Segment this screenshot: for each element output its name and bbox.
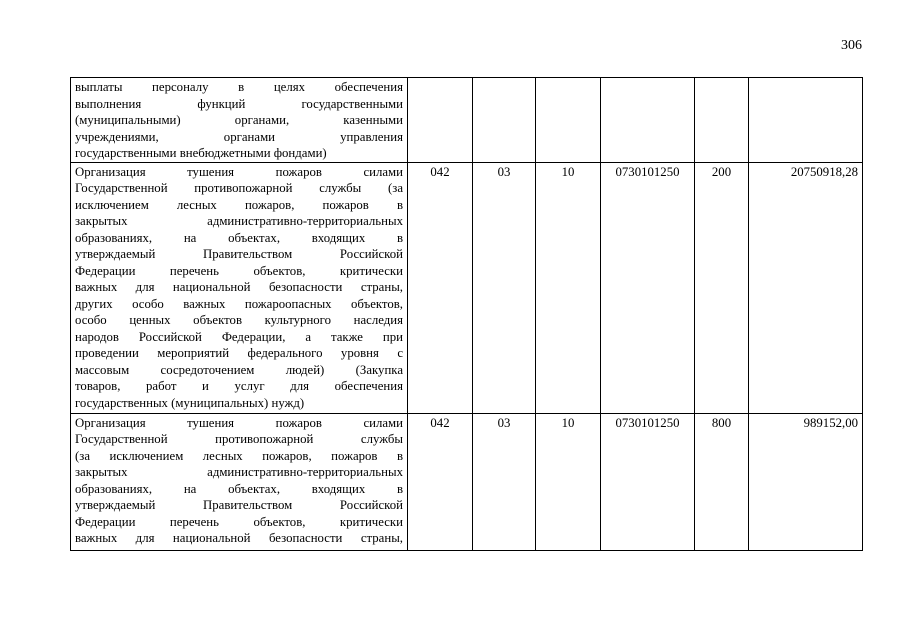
description-line: важных для национальной безопасности страны,	[75, 531, 403, 545]
description-text	[75, 164, 403, 412]
description-line: образованиях, на объектах, входящих в	[75, 481, 403, 496]
description-line: образованиях, на объектах, входящих в	[75, 230, 403, 245]
description-line: государственных (муниципальных) нужд)	[75, 395, 305, 410]
description-line: закрытых административно-территориальных	[75, 214, 403, 228]
description-cell	[71, 78, 408, 163]
table-row	[71, 413, 863, 550]
target-article-cell	[601, 78, 695, 163]
description-line: выполнения функций государственными	[75, 96, 403, 111]
budget-table	[70, 77, 863, 551]
description-line: Организация тушения пожаров силами	[75, 415, 403, 430]
ministry-code-cell: 042	[408, 413, 473, 550]
target-article-cell: 0730101250	[601, 413, 695, 550]
section-code-cell: 03	[473, 413, 536, 550]
amount-cell	[749, 78, 863, 163]
description-line: государственными внебюджетными фондами)	[75, 146, 327, 160]
description-line: (за исключением лесных пожаров, пожаров в	[75, 448, 403, 463]
section-code-cell: 03	[473, 162, 536, 413]
subsection-code-cell: 10	[536, 162, 601, 413]
description-line: товаров, работ и услуг для обеспечения	[75, 379, 403, 393]
ministry-code-cell	[408, 78, 473, 163]
description-line: закрытых административно-территориальных	[75, 465, 403, 479]
section-code-cell	[473, 78, 536, 163]
description-text	[75, 79, 403, 162]
description-line: массовым сосредоточением людей) (Закупка	[75, 362, 403, 377]
amount-cell: 989152,00	[749, 413, 863, 550]
subsection-code-cell: 10	[536, 413, 601, 550]
page-number: 306	[841, 38, 862, 53]
description-cell	[71, 413, 408, 550]
description-line: народов Российской Федерации, а также при	[75, 329, 403, 344]
description-line: проведении мероприятий федерального уровня с	[75, 346, 403, 360]
description-line: Государственной противопожарной службы	[75, 432, 403, 446]
table-row	[71, 78, 863, 163]
description-line: исключением лесных пожаров, пожаров в	[75, 197, 403, 212]
description-cell	[71, 162, 408, 413]
expense-type-cell: 200	[695, 162, 749, 413]
description-line: Федерации перечень объектов, критически	[75, 263, 403, 278]
description-line: особо ценных объектов культурного наследия	[75, 313, 403, 327]
subsection-code-cell	[536, 78, 601, 163]
table-row	[71, 162, 863, 413]
description-text	[75, 415, 403, 547]
description-line: учреждениями, органами управления	[75, 129, 403, 144]
description-line: важных для национальной безопасности страны,	[75, 280, 403, 294]
description-line: Федерации перечень объектов, критически	[75, 514, 403, 529]
description-line: Государственной противопожарной службы (за	[75, 181, 403, 195]
description-line: Организация тушения пожаров силами	[75, 164, 403, 179]
expense-type-cell	[695, 78, 749, 163]
description-line: (муниципальными) органами, казенными	[75, 113, 403, 127]
expense-type-cell: 800	[695, 413, 749, 550]
description-line: утверждаемый Правительством Российской	[75, 498, 403, 512]
description-line: утверждаемый Правительством Российской	[75, 247, 403, 261]
target-article-cell: 0730101250	[601, 162, 695, 413]
ministry-code-cell: 042	[408, 162, 473, 413]
description-line: выплаты персоналу в целях обеспечения	[75, 80, 403, 94]
description-line: других особо важных пожароопасных объектов,	[75, 296, 403, 311]
amount-cell: 20750918,28	[749, 162, 863, 413]
